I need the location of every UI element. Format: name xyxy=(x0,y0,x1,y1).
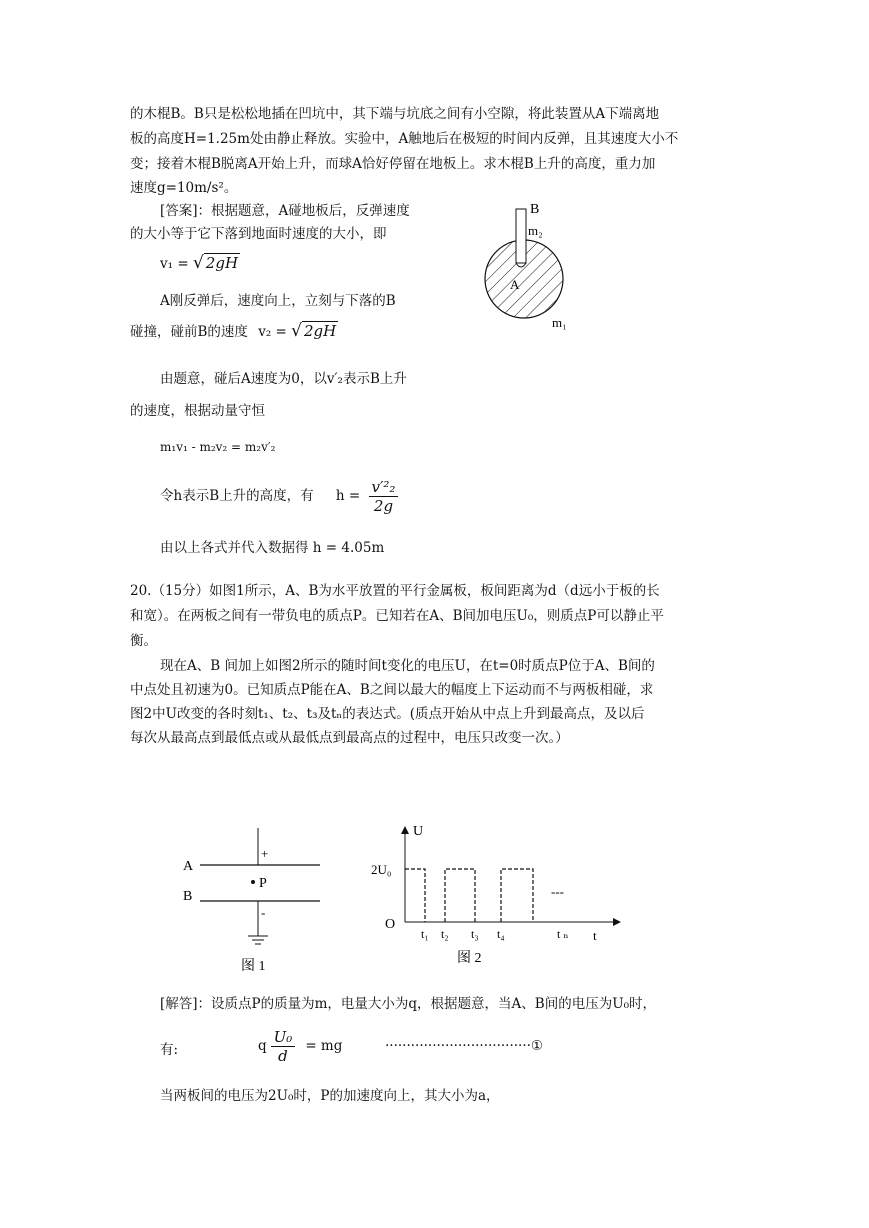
problem-line-7: 每次从最高点到最低点或从最低点到最高点的过程中，电压只改变一次。） xyxy=(130,730,569,746)
fraction-h-denominator: 2g xyxy=(373,497,394,515)
tick-tn: t ₙ xyxy=(557,927,569,941)
label-origin: O xyxy=(385,917,396,932)
label-t: t xyxy=(593,928,597,943)
label-b: B xyxy=(530,202,540,217)
equation-h-left: h = xyxy=(335,488,361,504)
problem-line-3: 衡。 xyxy=(130,633,157,649)
equation-mg: = mg xyxy=(305,1038,343,1054)
equation-v1 xyxy=(160,253,240,273)
label-m1: m₁ xyxy=(552,315,567,330)
point-p xyxy=(251,880,255,884)
solution-have: 有: xyxy=(160,1042,179,1058)
sqrt-v1: √ 2gH xyxy=(192,253,239,273)
sqrt-v1-radicand: 2gH xyxy=(205,254,239,272)
problem-line-4: 现在A、B 间加上如图2所示的随时间t变化的电压U，在t=0时质点P位于A、B间的 xyxy=(160,658,655,674)
caption-figure-1: 图 1 xyxy=(241,959,266,974)
answer-line-1: [答案]：根据题意，A碰地板后，反弹速度 xyxy=(160,203,410,219)
intro-line-1: 的木棍B。B只是松松地插在凹坑中，其下端与坑底之间有小空隙，将此装置从A下端离地 xyxy=(130,106,660,122)
intro-line-4: 速度g=10m/s²。 xyxy=(130,180,238,196)
label-a: A xyxy=(510,277,520,292)
answer-line-7-text: 令h表示B上升的高度，有 xyxy=(160,488,314,504)
intro-line-2: 板的高度H=1.25m处由静止释放。实验中，A触地后在极短的时间内反弹，且其速度大小不 xyxy=(130,131,679,147)
figure-1-plates xyxy=(175,820,335,980)
label-plate-a: A xyxy=(183,859,194,874)
solution-line-1: [解答]：设质点P的质量为m，电量大小为q，根据题意，当A、B间的电压为U₀时， xyxy=(160,996,657,1012)
pulse-1 xyxy=(405,869,425,922)
label-u: U xyxy=(413,824,424,839)
sqrt-v2-radicand: 2gH xyxy=(304,322,337,340)
stick-b xyxy=(516,209,526,263)
figure-2-voltage xyxy=(355,820,630,970)
fraction-d-denominator: d xyxy=(278,1047,288,1065)
label-plate-b: B xyxy=(183,889,193,904)
equation-v1-left: v₁ = xyxy=(160,256,189,272)
answer-line-3: A刚反弹后，速度向上，立刻与下落的B xyxy=(160,293,396,309)
label-m2: m₂ xyxy=(528,223,543,238)
problem-line-5: 中点处且初速为0。已知质点P能在A、B之间以最大的幅度上下运动而不与两板相碰，求 xyxy=(130,682,654,698)
answer-line-4 xyxy=(130,320,338,341)
tick-t4: t₄ xyxy=(497,927,505,941)
equation-momentum: m₁v₁ - m₂v₂ = m₂v′₂ xyxy=(160,440,276,454)
answer-line-5: 由题意，碰后A速度为0，以v′₂表示B上升 xyxy=(160,371,407,387)
continuation-dashes: --- xyxy=(551,884,564,899)
fraction-h-numerator: v′²₂ xyxy=(369,478,399,497)
pulse-3 xyxy=(501,869,533,922)
solution-line-2: 当两板间的电压为2U₀时，P的加速度向上，其大小为a， xyxy=(160,1088,500,1104)
problem-line-2: 和宽）。在两板之间有一带负电的质点P。已知若在A、B间加电压U₀，则质点P可以静止平 xyxy=(130,608,664,624)
label-point-p: P xyxy=(259,876,267,891)
tick-t2: t₂ xyxy=(441,927,449,941)
answer-line-2: 的大小等于它下落到地面时速度的大小，即 xyxy=(130,226,387,242)
sign-plus: + xyxy=(261,846,269,861)
answer-line-6: 的速度，根据动量守恒 xyxy=(130,403,265,419)
equation-equilibrium xyxy=(258,1028,342,1065)
answer-line-8: 由以上各式并代入数据得 h = 4.05m xyxy=(160,540,385,556)
equation-q: q xyxy=(258,1038,267,1054)
ball-stick-figure xyxy=(470,195,600,340)
caption-figure-2: 图 2 xyxy=(457,951,482,966)
label-2u0: 2U₀ xyxy=(371,862,392,877)
answer-line-4-text: 碰撞，碰前B的速度 xyxy=(130,324,248,340)
intro-line-3: 变；接着木棍B脱离A开始上升，而球A恰好停留在地板上。求木棍B上升的高度，重力加 xyxy=(130,156,656,172)
fraction-u0-numerator: U₀ xyxy=(271,1028,296,1047)
tick-t1: t₁ xyxy=(421,927,429,941)
answer-line-7 xyxy=(160,478,402,515)
tick-t3: t₃ xyxy=(471,927,479,941)
equation-v2-left: v₂ = xyxy=(258,324,287,340)
problem-line-6: 图2中U改变的各时刻t₁、t₂、t₃及tₙ的表达式。(质点开始从中点上升到最高点，及以后 xyxy=(130,706,645,722)
sign-minus: - xyxy=(261,905,266,920)
dots-leader: ··································① xyxy=(385,1038,544,1054)
pulse-2 xyxy=(445,869,475,922)
sqrt-v2: √ 2gH xyxy=(291,321,337,341)
problem-line-1: 20.（15分）如图1所示，A、B为水平放置的平行金属板，板间距离为d（d远小于板的长 xyxy=(130,583,660,599)
fraction-h xyxy=(369,478,399,515)
fraction-u0-d xyxy=(271,1028,296,1065)
